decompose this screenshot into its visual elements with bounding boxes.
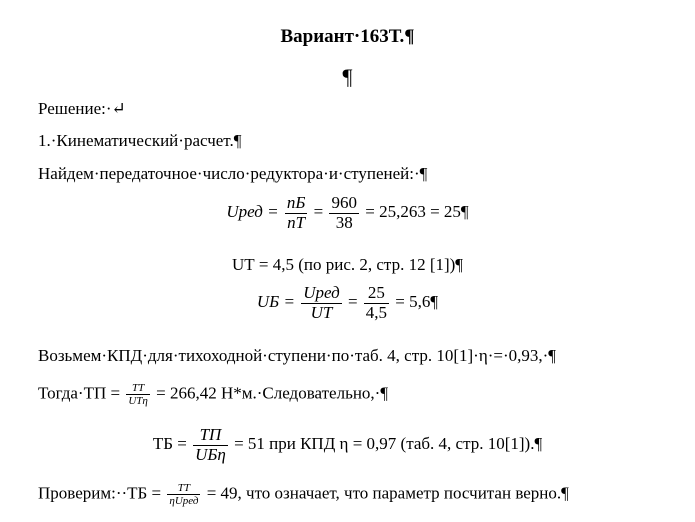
eq3-num2: 25 bbox=[364, 284, 389, 304]
eq3-equals: = bbox=[347, 292, 358, 312]
then-fraction bbox=[126, 382, 150, 407]
eq3-fraction-values bbox=[364, 284, 389, 322]
check-line bbox=[38, 482, 569, 507]
eq3-tail: = 5,6¶ bbox=[395, 292, 439, 312]
section-1-heading: 1.·Кинематический·расчет.¶ bbox=[38, 131, 242, 150]
eq1-num1: nБ bbox=[286, 193, 306, 212]
empty-paragraph-mark: ¶ bbox=[342, 64, 353, 89]
check-fraction bbox=[167, 482, 200, 507]
efficiency-text: Возьмем·КПД·для·тихоходной·ступени·по·таб. 4, стр. 10[1]·η·=·0,93,·¶ bbox=[38, 346, 557, 365]
then-den: UТη bbox=[128, 395, 148, 408]
eq1-den2: 38 bbox=[335, 212, 353, 232]
eq4-fraction bbox=[193, 426, 228, 464]
check-num: TТ bbox=[167, 482, 200, 495]
eq1-fraction-n bbox=[285, 194, 308, 232]
eq1-den1: nТ bbox=[287, 212, 306, 232]
eq3-fraction-symbols bbox=[301, 284, 342, 322]
check-den: ηUред bbox=[169, 495, 199, 508]
then-tail: = 266,42 Н*м.·Следовательно,·¶ bbox=[156, 383, 389, 403]
check-prefix: Проверим:··TБ = bbox=[38, 483, 162, 503]
solution-heading: Решение:·↵ bbox=[38, 99, 126, 118]
eq4-den: UБη bbox=[195, 444, 226, 464]
then-num: TТ bbox=[126, 382, 150, 395]
eq3-den2: 4,5 bbox=[365, 302, 388, 322]
eq4-tail: = 51 при КПД η = 0,97 (таб. 4, стр. 10[1]).¶ bbox=[234, 434, 543, 454]
eq1-lhs: Uред = bbox=[226, 202, 279, 222]
eq1-equals: = bbox=[313, 202, 324, 222]
eq1-fraction-values bbox=[329, 194, 359, 232]
eq3-den1: UТ bbox=[310, 302, 333, 322]
eq1-num2: 960 bbox=[331, 193, 357, 212]
equation-torque-tb bbox=[0, 426, 695, 464]
equation-slow-stage-ratio: UТ = 4,5 (по рис. 2, стр. 12 [1])¶ bbox=[231, 255, 464, 274]
equation-reducer-ratio bbox=[0, 194, 695, 232]
document-title: Вариант·163Т.¶ bbox=[280, 26, 415, 47]
eq4-num: TП bbox=[193, 426, 228, 446]
eq3-num1: Uред bbox=[303, 283, 340, 302]
find-ratio-text: Найдем·передаточное·число·редуктора·и·ступеней:·¶ bbox=[38, 164, 428, 183]
check-tail: = 49, что означает, что параметр посчитан верно.¶ bbox=[206, 483, 569, 503]
eq4-lhs: TБ = bbox=[152, 434, 187, 454]
eq3-lhs: UБ = bbox=[256, 292, 295, 312]
eq1-tail: = 25,263 = 25¶ bbox=[365, 202, 469, 222]
torque-tp-line bbox=[38, 382, 388, 407]
then-prefix: Тогда·TП = bbox=[38, 383, 121, 403]
equation-fast-stage-ratio bbox=[0, 284, 695, 322]
